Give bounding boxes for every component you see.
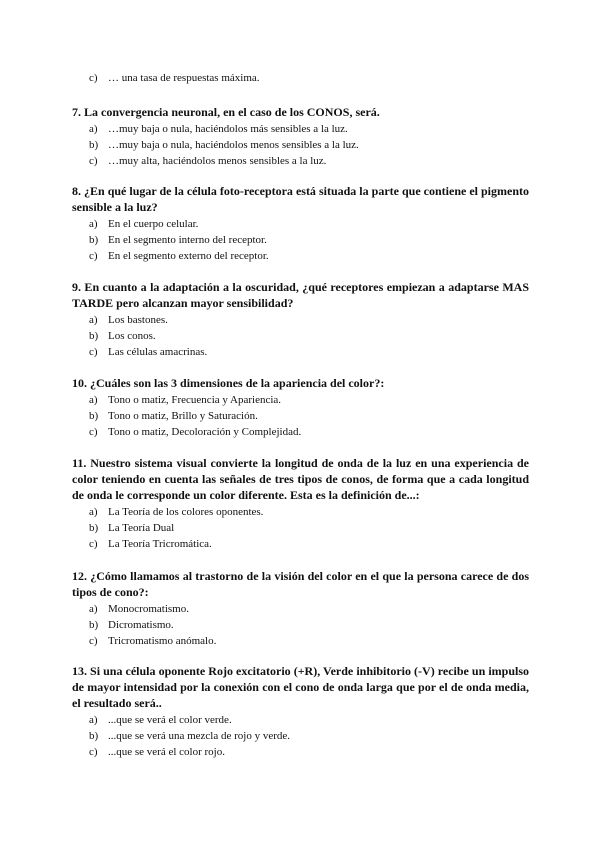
- question-8-text: 8. ¿En qué lugar de la célula foto-receptora está situada la parte que contiene el pigmento sensible a la luz?: [72, 184, 529, 214]
- option-9b: b) Los conos.: [89, 330, 156, 342]
- option-12c: c) Tricromatismo anómalo.: [89, 635, 217, 647]
- option-11b: b) La Teoría Dual: [89, 522, 175, 534]
- option-9a: a) Los bastones.: [89, 314, 168, 326]
- option-6c: c) … una tasa de respuestas máxima.: [89, 72, 260, 84]
- option-12a: a) Monocromatismo.: [89, 603, 189, 615]
- question-12-text: 12. ¿Cómo llamamos al trastorno de la visión del color en el que la persona carece de dos tipos de cono?:: [72, 569, 529, 599]
- question-13-text: 13. Si una célula oponente Rojo excitatorio (+R), Verde inhibitorio (-V) recibe un impulso de mayor intensidad por la conexión con el cono de onda larga que por el de onda media, el resultado será..: [72, 664, 529, 710]
- question-7-text: 7. La convergencia neuronal, en el caso de los CONOS, será.: [72, 105, 380, 119]
- option-8a: a) En el cuerpo celular.: [89, 218, 199, 230]
- question-13: [72, 663, 529, 760]
- option-9c: c) Las células amacrinas.: [89, 346, 208, 358]
- option-10b: b) Tono o matiz, Brillo y Saturación.: [89, 410, 258, 422]
- question-10-text: 10. ¿Cuáles son las 3 dimensiones de la apariencia del color?:: [72, 376, 385, 390]
- option-11c: c) La Teoría Tricromática.: [89, 538, 212, 550]
- option-11a: a) La Teoría de los colores oponentes.: [89, 506, 264, 518]
- question-10: [72, 375, 529, 440]
- question-12: [72, 568, 529, 649]
- question-11-text: 11. Nuestro sistema visual convierte la longitud de onda de la luz en una experiencia de color teniendo en cuenta las señales de tres tipos de conos, de forma que a cada longitud de onda le corresponde un color diferente. Esta es la definición de...:: [72, 456, 529, 502]
- option-7a: a) …muy baja o nula, haciéndolos más sensibles a la luz.: [89, 123, 348, 135]
- question-8: [72, 183, 529, 264]
- option-13c: c) ...que se verá el color rojo.: [89, 746, 225, 758]
- question-9-text: 9. En cuanto a la adaptación a la oscuridad, ¿qué receptores empiezan a adaptarse MAS TARDE pero alcanzan mayor sensibilidad?: [72, 280, 529, 310]
- option-10a: a) Tono o matiz, Frecuencia y Apariencia.: [89, 394, 282, 406]
- option-13b: b) ...que se verá una mezcla de rojo y verde.: [89, 730, 291, 742]
- option-7c: c) …muy alta, haciéndolos menos sensibles a la luz.: [89, 155, 327, 167]
- option-7b: b) …muy baja o nula, haciéndolos menos sensibles a la luz.: [89, 139, 359, 151]
- option-12b: b) Dicromatismo.: [89, 619, 174, 631]
- question-7: [72, 104, 529, 169]
- option-10c: c) Tono o matiz, Decoloración y Complejidad.: [89, 426, 302, 438]
- option-13a: a) ...que se verá el color verde.: [89, 714, 232, 726]
- question-6-tail: [72, 70, 529, 86]
- question-9: [72, 279, 529, 360]
- option-8c: c) En el segmento externo del receptor.: [89, 250, 269, 262]
- option-8b: b) En el segmento interno del receptor.: [89, 234, 267, 246]
- question-11: [72, 455, 529, 552]
